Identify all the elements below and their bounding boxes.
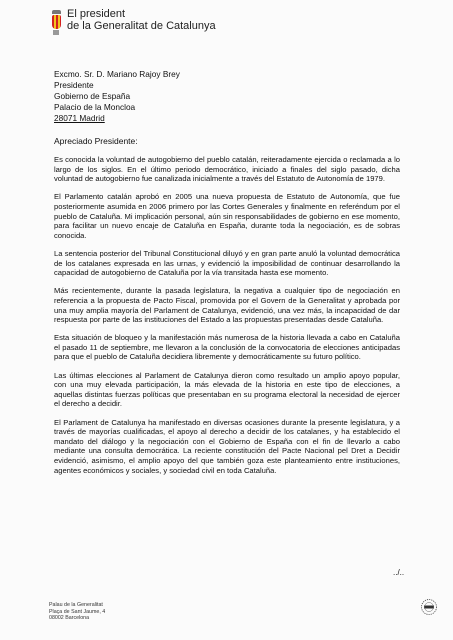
paragraph: El Parlament de Catalunya ha manifestado en diversas ocasiones durante la presente legislatura, y a través de mayorías cualificadas, el apoyo al derecho a decidir de los catalanes, y ha establecido el mandato del diálogo y la negociación con el Gobierno de España con el fin de llevarlo a cabo mediante una consulta democrática. La reciente constitución del Pacte Nacional pel Dret a Decidir evidenció, asimismo, el amplio apoyo del que también goza este planteamiento entre instituciones, agentes económicos y sociales, y sociedad civil en toda Cataluña. bbox=[54, 417, 400, 475]
paragraph: Esta situación de bloqueo y la manifestación más numerosa de la historia llevada a cabo en Cataluña el pasado 11 de septiembre, me llevaron a la conclusión de la convocatoria de elecciones anticipadas para que el pueblo de Cataluña decidiera libremente y democráticamente su futuro político. bbox=[54, 333, 400, 362]
footer-line-1: Palau de la Generalitat bbox=[49, 602, 103, 608]
letterhead-line-1: El president bbox=[67, 8, 126, 20]
recipient-building: Palacio de la Moncloa bbox=[54, 102, 136, 112]
paragraph: Es conocida la voluntad de autogobierno del pueblo catalán, reiteradamente ejercida o reclamada a lo largo de los siglos. En el último periodo democrático, iniciado a finales del siglo pasado, dicha voluntad de autogobierno fue canalizada inicialmente a través del Estatuto de Autonomía de 1979. bbox=[54, 155, 400, 184]
footer-address bbox=[49, 602, 105, 622]
paragraph: El Parlamento catalán aprobó en 2005 una nueva propuesta de Estatuto de Autonomía, que fue posteriormente asumida en 2006 primero por las Cortes Generales y finalmente en referéndum por el pueblo de Cataluña. Mi implicación personal, aún sin responsabilidades de gobierno en ese momento, para facilitar un nuevo encaje de Cataluña en España, durante toda la negociación, es de sobras conocida. bbox=[54, 192, 400, 240]
recipient-title: Presidente bbox=[54, 80, 94, 90]
footer-line-3: 08002 Barcelona bbox=[49, 615, 90, 622]
quality-seal-icon bbox=[420, 598, 438, 616]
salutation: Apreciado Presidente: bbox=[54, 136, 138, 146]
recipient-address bbox=[54, 69, 180, 124]
recipient-city: 28071 Madrid bbox=[54, 113, 105, 123]
generalitat-crest-icon bbox=[50, 10, 62, 36]
letterhead bbox=[50, 8, 216, 36]
paragraph: La sentencia posterior del Tribunal Constitucional diluyó y en gran parte anuló la voluntad democrática de los catalanes expresada en las urnas, y evidenció la imposibilidad de continuar desarrollando la capacidad de autogobierno de Cataluña por la vía transitada hasta ese momento. bbox=[54, 248, 400, 278]
continuation-mark: ../.. bbox=[393, 568, 405, 577]
footer-line-2: Plaça de Sant Jaume, 4 bbox=[49, 608, 106, 615]
letterhead-text bbox=[67, 8, 216, 32]
letterhead-line-2: de la Generalitat de Catalunya bbox=[67, 20, 216, 32]
paragraph: Más recientemente, durante la pasada legislatura, la negativa a cualquier tipo de negociación en referencia a la propuesta de Pacto Fiscal, promovida por el Govern de la Generalitat y aprobada por una muy amplia mayoría del Parlament de Catalunya, evidenció, una vez más, la incapacidad de dar respuesta por parte de las instituciones del Estado a las propuestas presentadas desde Cataluña. bbox=[54, 286, 400, 325]
recipient-name: Excmo. Sr. D. Mariano Rajoy Brey bbox=[54, 69, 180, 79]
paragraph: Las últimas elecciones al Parlament de Catalunya dieron como resultado un amplio apoyo popular, con una muy elevada participación, la más elevada de la historia en este tipo de elecciones, a aquellas distintas fuerzas políticas que presentaban en su programa electoral la necesidad de ejercer el derecho a decidir. bbox=[54, 370, 400, 409]
recipient-organization: Gobierno de España bbox=[54, 91, 131, 101]
letter-body bbox=[54, 155, 400, 484]
